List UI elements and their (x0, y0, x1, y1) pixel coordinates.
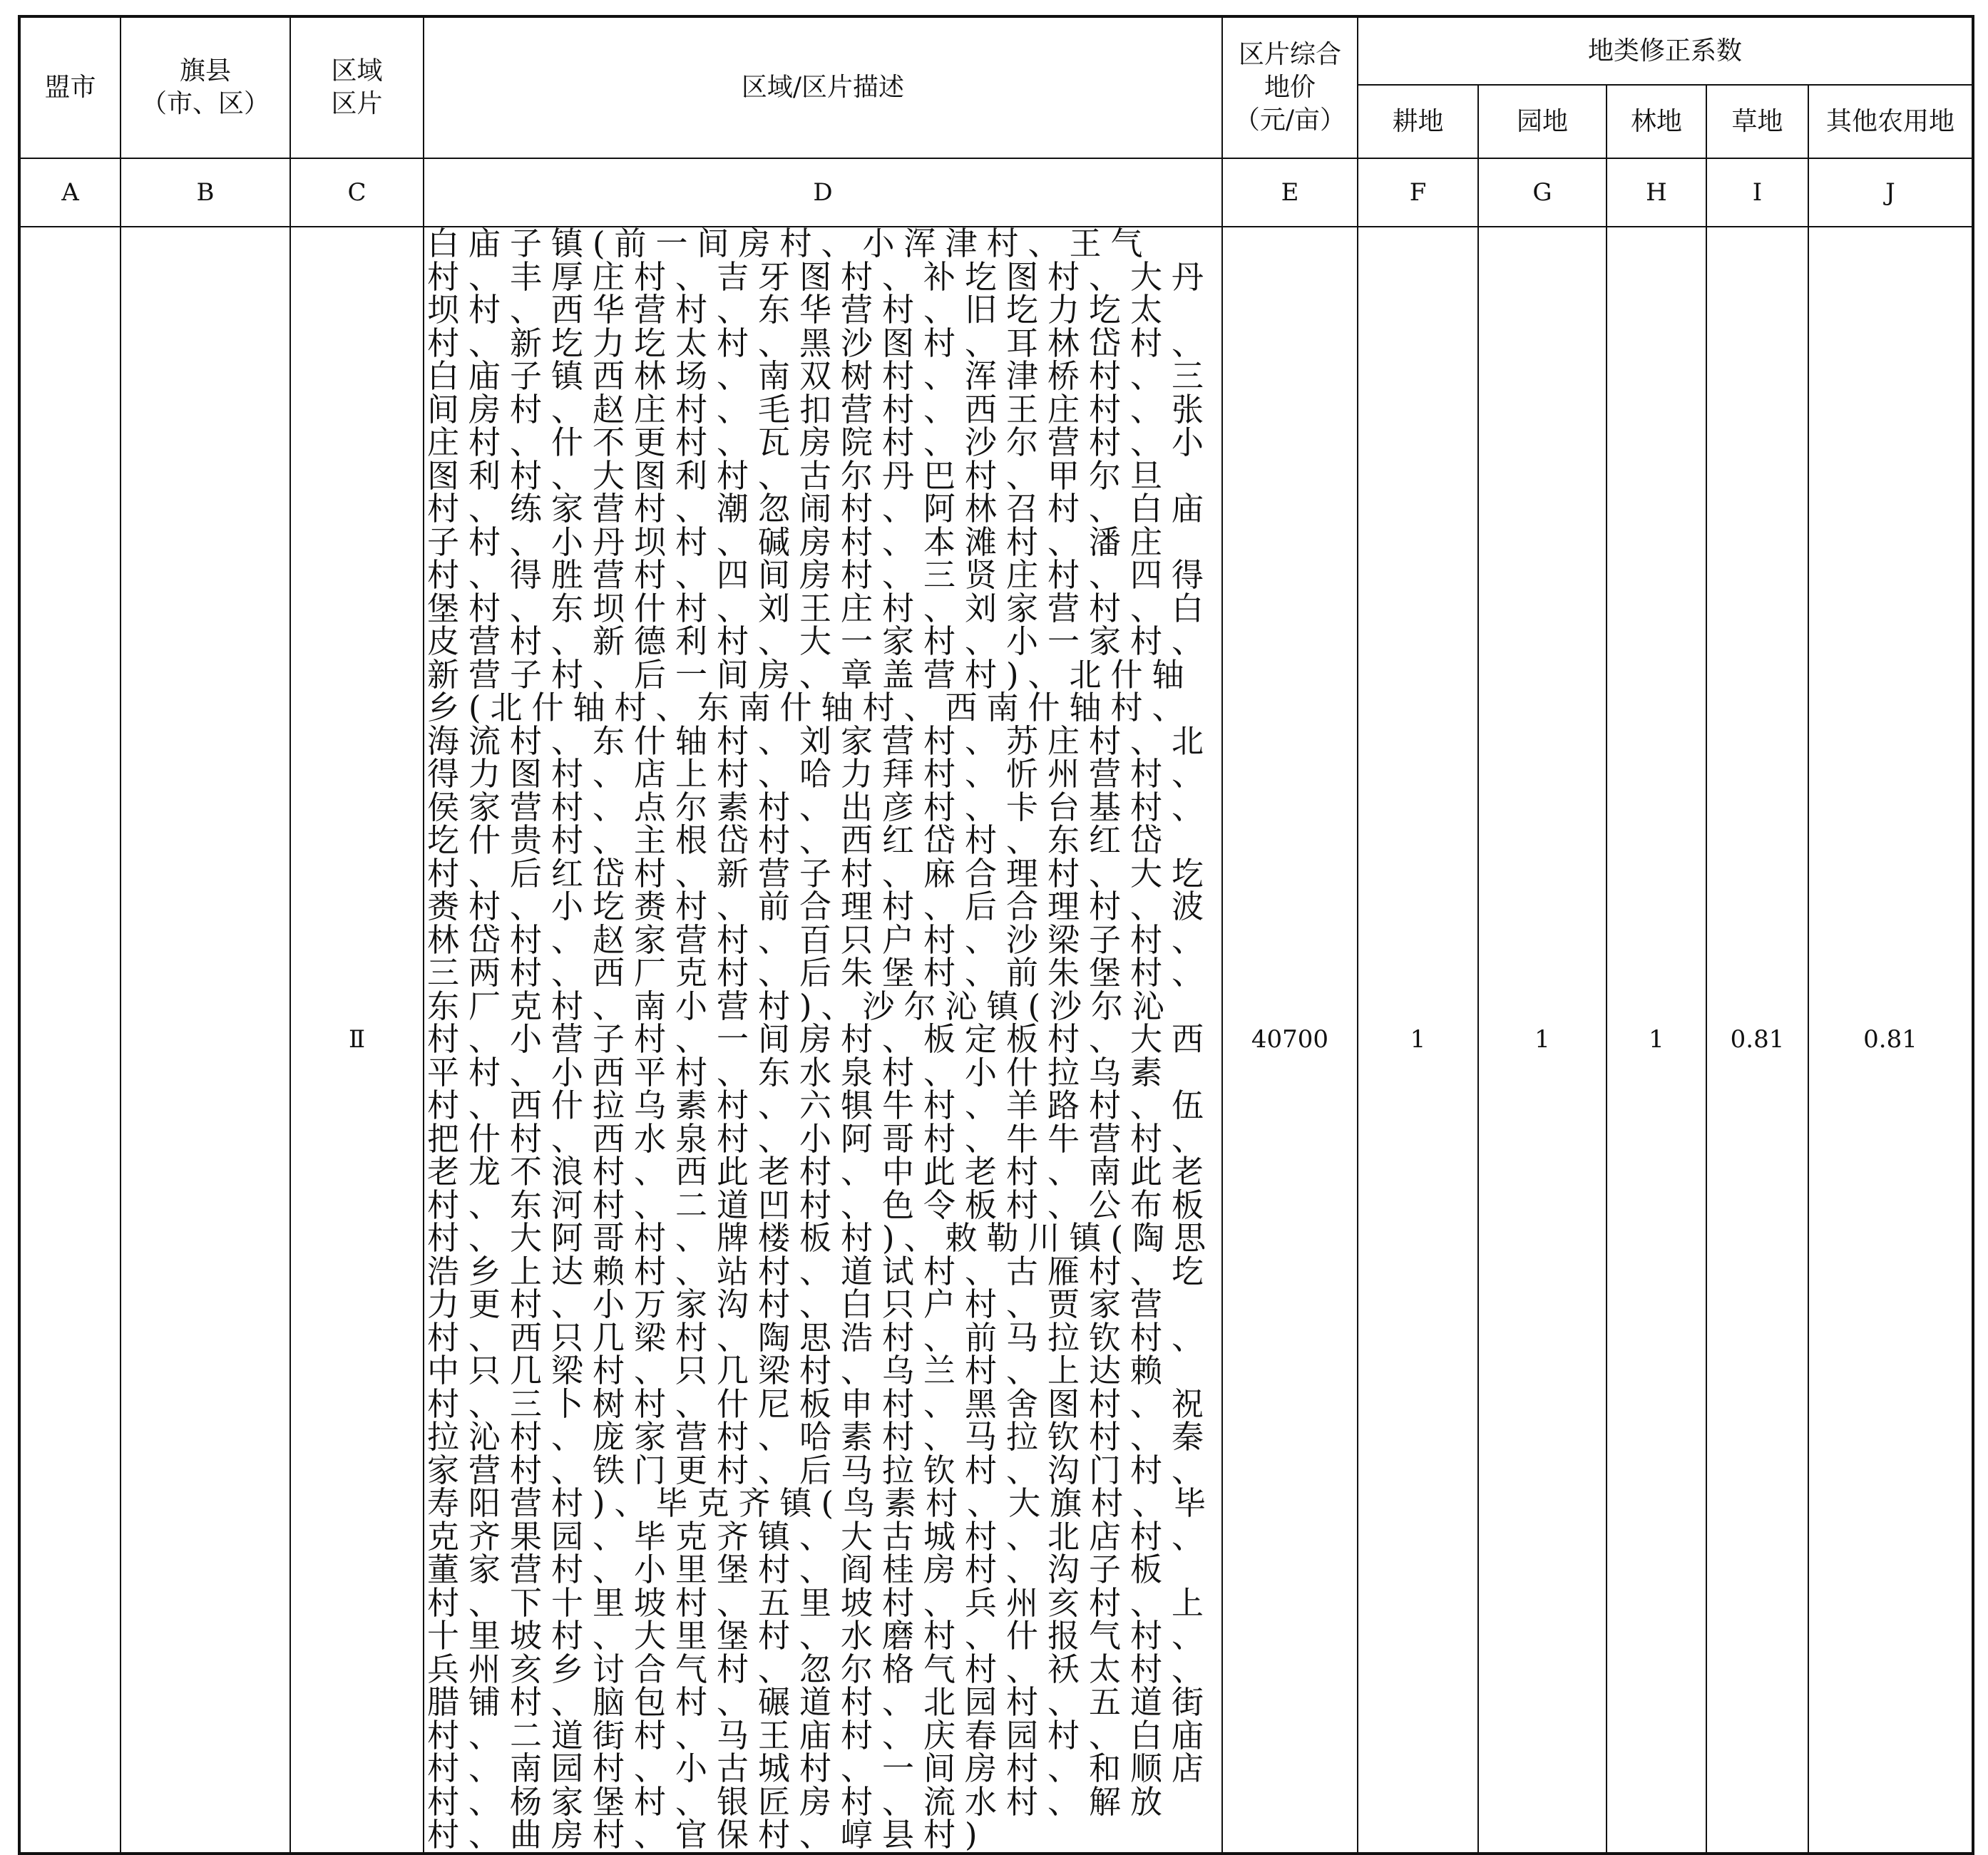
letter-d: D (424, 158, 1222, 227)
header-price: 区片综合 地价 （元/亩） (1222, 16, 1358, 158)
header-cropland: 耕地 (1358, 85, 1478, 158)
letter-g: G (1478, 158, 1607, 227)
letter-h: H (1607, 158, 1706, 227)
header-description: 区域/区片描述 (424, 16, 1222, 158)
table-row (19, 227, 1973, 1854)
header-garden: 园地 (1478, 85, 1607, 158)
letter-i: I (1706, 158, 1808, 227)
cell-grassland: 0.81 (1706, 227, 1808, 1854)
header-row (19, 16, 1973, 85)
letter-j: J (1808, 158, 1973, 227)
cell-garden: 1 (1478, 227, 1607, 1854)
cell-other-agri: 0.81 (1808, 227, 1973, 1854)
cell-cropland: 1 (1358, 227, 1478, 1854)
cell-league-city (19, 227, 121, 1854)
cell-description: 白庙子镇(前一间房村、小浑津村、王气村、丰厚庄村、吉牙图村、补圪图村、大丹坝村、西华营村、东华营村、旧圪力圪太村、新圪力圪太村、黑沙图村、耳林岱村、白庙子镇西林场、南双树村、浑津桥村、三间房村、赵庄村、毛扣营村、西王庄村、张庄村、什不更村、瓦房院村、沙尔营村、小图利村、大图利村、古尔丹巴村、甲尔旦村、练家营村、潮忽闹村、阿林召村、白庙子村、小丹坝村、碱房村、本滩村、潘庄村、得胜营村、四间房村、三贤庄村、四得堡村、东坝什村、刘王庄村、刘家营村、白皮营村、新德利村、大一家村、小一家村、新营子村、后一间房、章盖营村)、北什轴乡(北什轴村、东南什轴村、西南什轴村、海流村、东什轴村、刘家营村、苏庄村、北得力图村、店上村、哈力拜村、忻州营村、侯家营村、点尔素村、出彦村、卡台基村、圪什贵村、主根岱村、西红岱村、东红岱村、后红岱村、新营子村、麻合理村、大圪赉村、小圪赉村、前合理村、后合理村、波林岱村、赵家营村、百只户村、沙梁子村、三两村、西厂克村、后朱堡村、前朱堡村、东厂克村、南小营村)、沙尔沁镇(沙尔沁村、小营子村、一间房村、板定板村、大西平村、小西平村、东水泉村、小什拉乌素村、西什拉乌素村、六犋牛村、羊路村、伍把什村、西水泉村、小阿哥村、牛牛营村、老龙不浪村、西此老村、中此老村、南此老村、东河村、二道凹村、色令板村、公布板村、大阿哥村、牌楼板村)、敕勒川镇(陶思浩乡上达赖村、站村、道试村、古雁村、圪力更村、小万家沟村、白只户村、贾家营村、西只几梁村、陶思浩村、前马拉钦村、中只几梁村、只几梁村、乌兰村、上达赖村、三卜树村、什尼板申村、黑舍图村、祝拉沁村、庞家营村、哈素村、马拉钦村、秦家营村、铁门更村、后马拉钦村、沟门村、寿阳营村)、毕克齐镇(鸟素村、大旗村、毕克齐果园、毕克齐镇、大古城村、北店村、董家营村、小里堡村、阎桂房村、沟子板村、下十里坡村、五里坡村、兵州亥村、上十里坡村、大里堡村、水磨村、什报气村、兵州亥乡讨合气村、忽尔格气村、袄太村、腊铺村、脑包村、碾道村、北园村、五道街村、二道街村、马王庙村、庆春园村、白庙村、南园村、小古城村、一间房村、和顺店村、杨家堡村、银匠房村、流水村、解放村、曲房村、官保村、崞县村) (424, 227, 1222, 1854)
letter-e: E (1222, 158, 1358, 227)
letter-b: B (121, 158, 290, 227)
header-league-city: 盟市 (19, 16, 121, 158)
letter-a: A (19, 158, 121, 227)
letter-row (19, 158, 1973, 227)
cell-price: 40700 (1222, 227, 1358, 1854)
header-zone: 区域 区片 (290, 16, 424, 158)
header-banner-county: 旗县 （市、区） (121, 16, 290, 158)
header-other-agri: 其他农用地 (1808, 85, 1973, 158)
header-correction-group: 地类修正系数 (1358, 16, 1973, 85)
cell-zone: Ⅱ (290, 227, 424, 1854)
letter-f: F (1358, 158, 1478, 227)
land-price-table (18, 15, 1974, 1855)
cell-banner-county (121, 227, 290, 1854)
letter-c: C (290, 158, 424, 227)
header-forest: 林地 (1607, 85, 1706, 158)
header-grassland: 草地 (1706, 85, 1808, 158)
cell-forest: 1 (1607, 227, 1706, 1854)
